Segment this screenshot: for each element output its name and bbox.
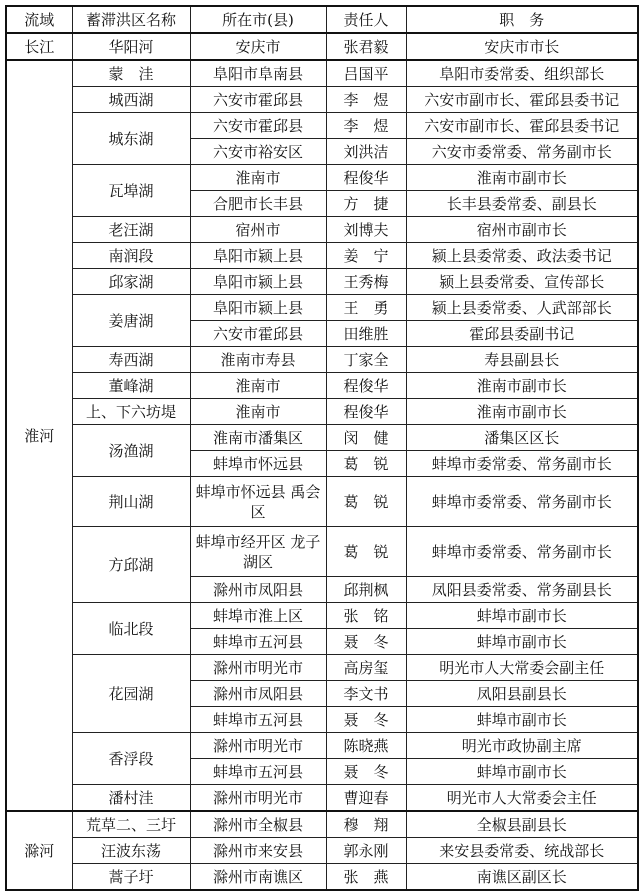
position-cell: 蚌埠市委常委、常务副市长 <box>406 451 638 477</box>
table-row <box>6 113 638 139</box>
person-cell: 曹迎春 <box>326 785 406 812</box>
location-cell: 滁州市明光市 <box>190 785 326 812</box>
area-name-cell: 临北段 <box>72 603 190 655</box>
person-cell: 葛 锐 <box>326 527 406 577</box>
table-row <box>6 60 638 87</box>
area-name-cell: 城东湖 <box>72 113 190 165</box>
basin-cell: 淮河 <box>6 60 72 811</box>
position-cell: 六安市副市长、霍邱县委书记 <box>406 113 638 139</box>
table-row <box>6 527 638 577</box>
position-cell: 蚌埠市副市长 <box>406 707 638 733</box>
position-cell: 蚌埠市委常委、常务副市长 <box>406 477 638 527</box>
table-row <box>6 785 638 812</box>
table-row <box>6 165 638 191</box>
location-cell: 淮南市寿县 <box>190 347 326 373</box>
basin-group <box>6 811 638 890</box>
person-cell: 陈晓燕 <box>326 733 406 759</box>
position-cell: 寿县副县长 <box>406 347 638 373</box>
person-cell: 王 勇 <box>326 295 406 321</box>
basin-group <box>6 60 638 811</box>
position-cell: 蚌埠市副市长 <box>406 759 638 785</box>
location-cell: 淮南市 <box>190 399 326 425</box>
location-cell: 滁州市明光市 <box>190 733 326 759</box>
basin-cell: 长江 <box>6 33 72 60</box>
location-cell: 宿州市 <box>190 217 326 243</box>
table-row <box>6 295 638 321</box>
person-cell: 刘洪洁 <box>326 139 406 165</box>
table-row <box>6 864 638 891</box>
header-row <box>6 6 638 33</box>
header-person: 责任人 <box>326 6 406 33</box>
area-name-cell: 蒙 洼 <box>72 60 190 87</box>
person-cell: 程俊华 <box>326 399 406 425</box>
table-header <box>6 6 638 33</box>
position-cell: 凤阳县委常委、常务副县长 <box>406 577 638 603</box>
location-cell: 蚌埠市五河县 <box>190 629 326 655</box>
position-cell: 颍上县委常委、宣传部长 <box>406 269 638 295</box>
position-cell: 六安市委常委、常务副市长 <box>406 139 638 165</box>
position-cell: 潘集区区长 <box>406 425 638 451</box>
person-cell: 葛 锐 <box>326 451 406 477</box>
location-cell: 滁州市凤阳县 <box>190 577 326 603</box>
location-cell: 蚌埠市五河县 <box>190 707 326 733</box>
person-cell: 葛 锐 <box>326 477 406 527</box>
header-location: 所在市(县) <box>190 6 326 33</box>
position-cell: 南谯区副区长 <box>406 864 638 891</box>
location-cell: 蚌埠市怀远县 <box>190 451 326 477</box>
basin-group <box>6 33 638 60</box>
table-row <box>6 87 638 113</box>
position-cell: 蚌埠市副市长 <box>406 603 638 629</box>
table-row <box>6 477 638 527</box>
table-row <box>6 603 638 629</box>
location-cell: 安庆市 <box>190 33 326 60</box>
table-row <box>6 217 638 243</box>
person-cell: 聂 冬 <box>326 759 406 785</box>
person-cell: 闵 健 <box>326 425 406 451</box>
location-cell: 六安市霍邱县 <box>190 87 326 113</box>
person-cell: 李文书 <box>326 681 406 707</box>
position-cell: 长丰县委常委、副县长 <box>406 191 638 217</box>
area-name-cell: 南润段 <box>72 243 190 269</box>
position-cell: 安庆市市长 <box>406 33 638 60</box>
position-cell: 明光市政协副主席 <box>406 733 638 759</box>
person-cell: 张君毅 <box>326 33 406 60</box>
area-name-cell: 汪波东荡 <box>72 838 190 864</box>
location-cell: 蚌埠市淮上区 <box>190 603 326 629</box>
location-cell: 滁州市南谯区 <box>190 864 326 891</box>
location-cell: 滁州市凤阳县 <box>190 681 326 707</box>
table-row <box>6 269 638 295</box>
location-cell: 阜阳市颍上县 <box>190 269 326 295</box>
person-cell: 张 燕 <box>326 864 406 891</box>
table-row <box>6 33 638 60</box>
area-name-cell: 荆山湖 <box>72 477 190 527</box>
header-basin: 流域 <box>6 6 72 33</box>
table-row <box>6 373 638 399</box>
position-cell: 蚌埠市委常委、常务副市长 <box>406 527 638 577</box>
area-name-cell: 潘村洼 <box>72 785 190 812</box>
area-name-cell: 董峰湖 <box>72 373 190 399</box>
table-row <box>6 243 638 269</box>
position-cell: 淮南市副市长 <box>406 399 638 425</box>
person-cell: 丁家全 <box>326 347 406 373</box>
area-name-cell: 蒿子圩 <box>72 864 190 891</box>
table-row <box>6 399 638 425</box>
person-cell: 郭永刚 <box>326 838 406 864</box>
area-name-cell: 城西湖 <box>72 87 190 113</box>
area-name-cell: 荒草二、三圩 <box>72 811 190 838</box>
position-cell: 凤阳县副县长 <box>406 681 638 707</box>
area-name-cell: 老汪湖 <box>72 217 190 243</box>
position-cell: 蚌埠市副市长 <box>406 629 638 655</box>
table-row <box>6 811 638 838</box>
header-area-name: 蓄滞洪区名称 <box>72 6 190 33</box>
person-cell: 方 捷 <box>326 191 406 217</box>
person-cell: 程俊华 <box>326 165 406 191</box>
position-cell: 淮南市副市长 <box>406 165 638 191</box>
person-cell: 李 煜 <box>326 87 406 113</box>
position-cell: 六安市副市长、霍邱县委书记 <box>406 87 638 113</box>
location-cell: 六安市霍邱县 <box>190 321 326 347</box>
person-cell: 李 煜 <box>326 113 406 139</box>
position-cell: 颍上县委常委、政法委书记 <box>406 243 638 269</box>
area-name-cell: 邱家湖 <box>72 269 190 295</box>
location-cell: 蚌埠市怀远县 禹会区 <box>190 477 326 527</box>
person-cell: 聂 冬 <box>326 707 406 733</box>
area-name-cell: 瓦埠湖 <box>72 165 190 217</box>
area-name-cell: 花园湖 <box>72 655 190 733</box>
position-cell: 阜阳市委常委、组织部长 <box>406 60 638 87</box>
location-cell: 淮南市潘集区 <box>190 425 326 451</box>
area-name-cell: 上、下六坊堤 <box>72 399 190 425</box>
table-row <box>6 655 638 681</box>
position-cell: 霍邱县委副书记 <box>406 321 638 347</box>
person-cell: 邱荆枫 <box>326 577 406 603</box>
position-cell: 来安县委常委、统战部长 <box>406 838 638 864</box>
location-cell: 阜阳市阜南县 <box>190 60 326 87</box>
location-cell: 六安市裕安区 <box>190 139 326 165</box>
location-cell: 阜阳市颍上县 <box>190 295 326 321</box>
table-row <box>6 347 638 373</box>
location-cell: 淮南市 <box>190 165 326 191</box>
location-cell: 淮南市 <box>190 373 326 399</box>
position-cell: 全椒县副县长 <box>406 811 638 838</box>
person-cell: 张 铭 <box>326 603 406 629</box>
position-cell: 宿州市副市长 <box>406 217 638 243</box>
person-cell: 高房玺 <box>326 655 406 681</box>
location-cell: 滁州市明光市 <box>190 655 326 681</box>
person-cell: 姜 宁 <box>326 243 406 269</box>
location-cell: 合肥市长丰县 <box>190 191 326 217</box>
table-row <box>6 838 638 864</box>
person-cell: 吕国平 <box>326 60 406 87</box>
person-cell: 田维胜 <box>326 321 406 347</box>
area-name-cell: 方邱湖 <box>72 527 190 603</box>
position-cell: 明光市人大常委会主任 <box>406 785 638 812</box>
location-cell: 六安市霍邱县 <box>190 113 326 139</box>
area-name-cell: 香浮段 <box>72 733 190 785</box>
person-cell: 程俊华 <box>326 373 406 399</box>
person-cell: 刘博夫 <box>326 217 406 243</box>
person-cell: 穆 翔 <box>326 811 406 838</box>
table-row <box>6 733 638 759</box>
position-cell: 颍上县委常委、人武部部长 <box>406 295 638 321</box>
location-cell: 滁州市全椒县 <box>190 811 326 838</box>
basin-cell: 滁河 <box>6 811 72 890</box>
location-cell: 阜阳市颍上县 <box>190 243 326 269</box>
area-name-cell: 华阳河 <box>72 33 190 60</box>
location-cell: 滁州市来安县 <box>190 838 326 864</box>
position-cell: 淮南市副市长 <box>406 373 638 399</box>
person-cell: 聂 冬 <box>326 629 406 655</box>
area-name-cell: 姜唐湖 <box>72 295 190 347</box>
table-row <box>6 425 638 451</box>
person-cell: 王秀梅 <box>326 269 406 295</box>
area-name-cell: 寿西湖 <box>72 347 190 373</box>
header-position: 职 务 <box>406 6 638 33</box>
location-cell: 蚌埠市经开区 龙子湖区 <box>190 527 326 577</box>
location-cell: 蚌埠市五河县 <box>190 759 326 785</box>
position-cell: 明光市人大常委会副主任 <box>406 655 638 681</box>
flood-zone-table <box>5 5 639 891</box>
area-name-cell: 汤渔湖 <box>72 425 190 477</box>
